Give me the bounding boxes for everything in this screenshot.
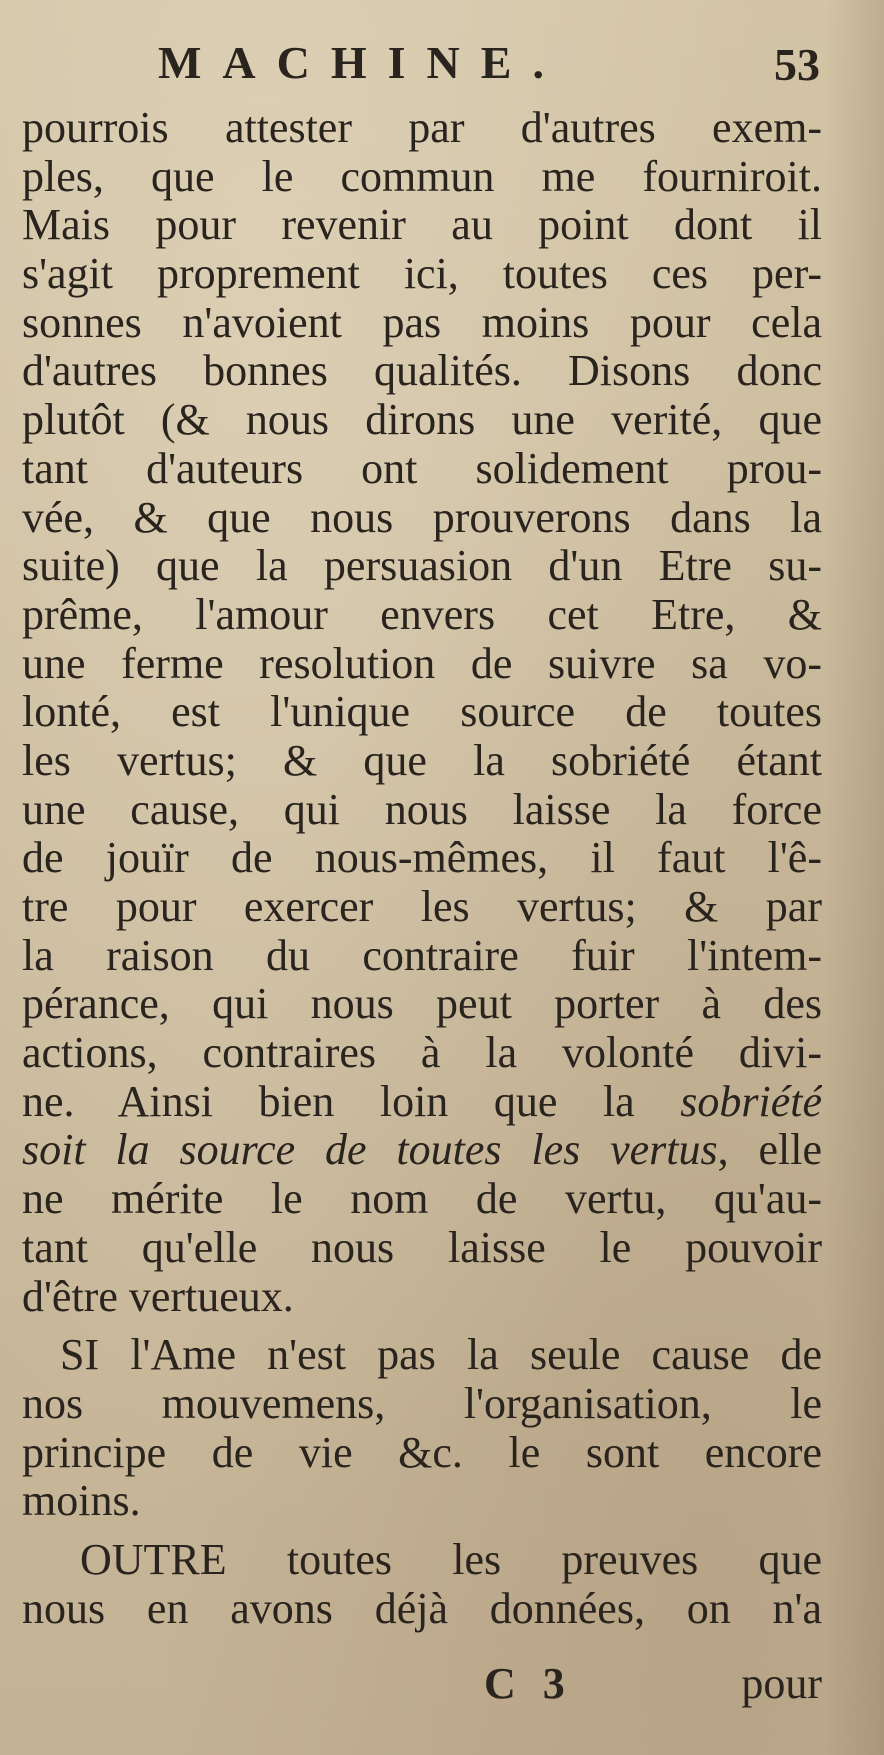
paragraph-gap	[22, 1526, 822, 1536]
text-line: de jouïr de nous-mêmes, il faut l'ê-	[22, 834, 822, 883]
catchword: pour	[741, 1659, 822, 1708]
page-footer	[22, 1658, 822, 1718]
page-number: 53	[774, 39, 820, 90]
italic-phrase: soit la source de toutes les vertus	[22, 1126, 718, 1175]
signature-mark: C 3	[484, 1659, 573, 1708]
text-line: pourrois attester par d'autres exem-	[22, 104, 822, 152]
text-line: une cause, qui nous laisse la force	[22, 785, 822, 834]
text-line: d'autres bonnes qualités. Disons donc	[22, 347, 822, 396]
text-line: ples, que le commun me fourniroit.	[22, 152, 822, 201]
text-line: nous en avons déjà données, on n'a	[22, 1584, 822, 1633]
text-line: une ferme resolution de suivre sa vo-	[22, 639, 822, 688]
running-head: MACHINE.	[158, 37, 565, 88]
text-line: suite) que la persuasion d'un Etre su-	[22, 542, 822, 591]
page-header	[150, 30, 820, 100]
text-line: principe de vie &c. le sont encore	[22, 1428, 822, 1477]
text-line	[22, 1078, 822, 1127]
text-line: actions, contraires à la volonté divi-	[22, 1029, 822, 1078]
text-line: SI l'Ame n'est pas la seule cause de	[60, 1331, 822, 1380]
italic-phrase: sobriété	[680, 1077, 822, 1126]
text-segment: ne. Ainsi bien loin que la	[22, 1077, 681, 1126]
text-line: moins.	[22, 1477, 141, 1526]
text-line	[22, 1126, 822, 1175]
text-line: ne mérite le nom de vertu, qu'au-	[22, 1175, 822, 1224]
text-line: OUTRE toutes les preuves que	[80, 1535, 822, 1584]
text-segment: , elle	[717, 1126, 822, 1175]
text-line: d'être vertueux.	[22, 1272, 294, 1321]
paragraph-gap	[22, 1321, 822, 1331]
page-edge-shadow	[824, 0, 884, 1755]
text-line: la raison du contraire fuir l'intem-	[22, 931, 822, 980]
text-line: lonté, est l'unique source de toutes	[22, 688, 822, 737]
text-line: tre pour exercer les vertus; & par	[22, 883, 822, 931]
text-line: sonnes n'avoient pas moins pour cela	[22, 298, 822, 347]
text-line: les vertus; & que la sobriété étant	[22, 736, 822, 785]
text-line: tant qu'elle nous laisse le pouvoir	[22, 1223, 822, 1272]
text-line: tant d'auteurs ont solidement prou-	[22, 444, 822, 493]
body-text	[22, 104, 822, 1633]
text-line: plutôt (& nous dirons une verité, que	[22, 396, 822, 445]
text-line: prême, l'amour envers cet Etre, &	[22, 590, 822, 639]
text-line: nos mouvemens, l'organisation, le	[22, 1379, 822, 1428]
text-line: vée, & que nous prouverons dans la	[22, 493, 822, 542]
text-line: pérance, qui nous peut porter à des	[22, 980, 822, 1029]
text-line: s'agit proprement ici, toutes ces per-	[22, 250, 822, 299]
text-line: Mais pour revenir au point dont il	[22, 201, 822, 250]
